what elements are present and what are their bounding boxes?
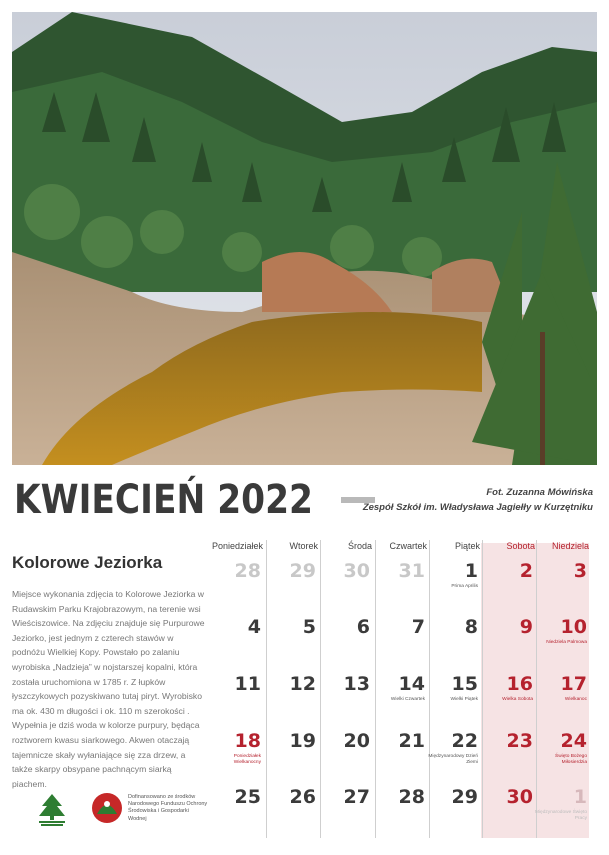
- holiday-note: Wielka Sobota: [502, 697, 533, 702]
- day-number: 4: [247, 616, 261, 638]
- day-number: 27: [343, 786, 370, 808]
- day-number: 2: [519, 560, 533, 582]
- day-number: 30: [343, 560, 370, 582]
- weekday-header: Piątek: [454, 541, 480, 551]
- day-number: 23: [506, 730, 533, 752]
- day-number: 14: [398, 673, 425, 695]
- weekday-header: Wtorek: [289, 541, 318, 551]
- day-number: 5: [302, 616, 316, 638]
- landscape-photo: [12, 12, 597, 465]
- day-number: 1: [573, 786, 587, 808]
- day-number: 13: [343, 673, 370, 695]
- nature-association-logo-icon: [35, 792, 69, 828]
- holiday-note: Wielki Czwartek: [390, 697, 425, 702]
- day-number: 7: [411, 616, 425, 638]
- sponsor-logos: [35, 790, 215, 830]
- day-number: 11: [234, 673, 261, 695]
- day-number: 15: [451, 673, 478, 695]
- holiday-note: Wielki Piątek: [450, 697, 478, 702]
- article: [12, 545, 208, 791]
- day-number: 28: [234, 560, 261, 582]
- weekday-header: Sobota: [506, 541, 535, 551]
- day-number: 21: [398, 730, 425, 752]
- holiday-note: Święto Bożego Miłosierdzia: [555, 754, 587, 765]
- weekday-header: Poniedziałek: [211, 541, 263, 551]
- day-number: 19: [289, 730, 316, 752]
- day-number: 25: [234, 786, 261, 808]
- holiday-note: Poniedziałek Wielkanocny: [233, 754, 261, 765]
- day-number: 20: [343, 730, 370, 752]
- day-number: 30: [506, 786, 533, 808]
- credit-author: Fot. Zuzanna Mówińska: [486, 487, 593, 498]
- day-number: 6: [356, 616, 370, 638]
- weekday-header: Środa: [347, 541, 372, 551]
- day-number: 9: [519, 616, 533, 638]
- day-number: 26: [289, 786, 316, 808]
- day-number: 3: [573, 560, 587, 582]
- day-number: 29: [451, 786, 478, 808]
- holiday-note: Międzynarodowy Dzień Ziemi: [428, 754, 478, 765]
- photo-credit: [363, 485, 593, 515]
- day-number: 10: [560, 616, 587, 638]
- funding-note: Dofinansowano ze środków Narodowego Funduszu Ochrony Środowiska i Gospodarki Wodnej: [128, 794, 208, 822]
- article-body: Miejsce wykonania zdjęcia to Kolorowe Jeziorka w Rudawskim Parku Krajobrazowym, na terenie wsi Wieściszowice. Na zdjęciu znajduje się Purpurowe Jeziorko, jest jednym z czterech stawów w podnóżu Wielkiej Kopy. Powstało po zalaniu wyrobiska „Nadzieja” w nojstarszej kopalni, która została uruchomiona w 1785 r. Z łupków łyszczykowych pozyskiwano tutaj piryt. Wyrobisko ma ok. 430 m długości i ok. 110 m szerokości . Wypełnia je dziś woda w kolorze purpury, będąca roztworem kwasu siarkowego. Akwen otaczają tajemnicze skały wyłaniające się zza drzew, a także skarpy obsypane pachnącym siarką piachem.: [12, 589, 205, 789]
- holiday-note: Niedziela Palmowa: [546, 640, 587, 645]
- day-number: 12: [289, 673, 316, 695]
- day-number: 29: [289, 560, 316, 582]
- day-number: 22: [451, 730, 478, 752]
- day-number: 28: [398, 786, 425, 808]
- day-number: 18: [234, 730, 261, 752]
- weekday-header: Czwartek: [389, 541, 427, 551]
- day-number: 24: [560, 730, 587, 752]
- day-number: 1: [464, 560, 478, 582]
- month-title: KWIECIEŃ 2022: [14, 477, 313, 523]
- holiday-note: Międzynarodowe Święto Pracy: [535, 810, 587, 821]
- day-number: 17: [560, 673, 587, 695]
- day-number: 16: [506, 673, 533, 695]
- weekday-header: Niedziela: [551, 541, 589, 551]
- holiday-note: Wielkanoc: [564, 697, 587, 702]
- day-number: 31: [398, 560, 425, 582]
- photo-illustration: [12, 12, 597, 465]
- credit-school: Zespół Szkół im. Władysława Jagiełły w Kurzętniku: [362, 502, 593, 513]
- holiday-note: Prima Aprilis: [451, 584, 478, 589]
- nfosigw-logo-icon: [91, 792, 123, 824]
- day-number: 8: [464, 616, 478, 638]
- article-title: Kolorowe Jeziorka: [12, 553, 163, 572]
